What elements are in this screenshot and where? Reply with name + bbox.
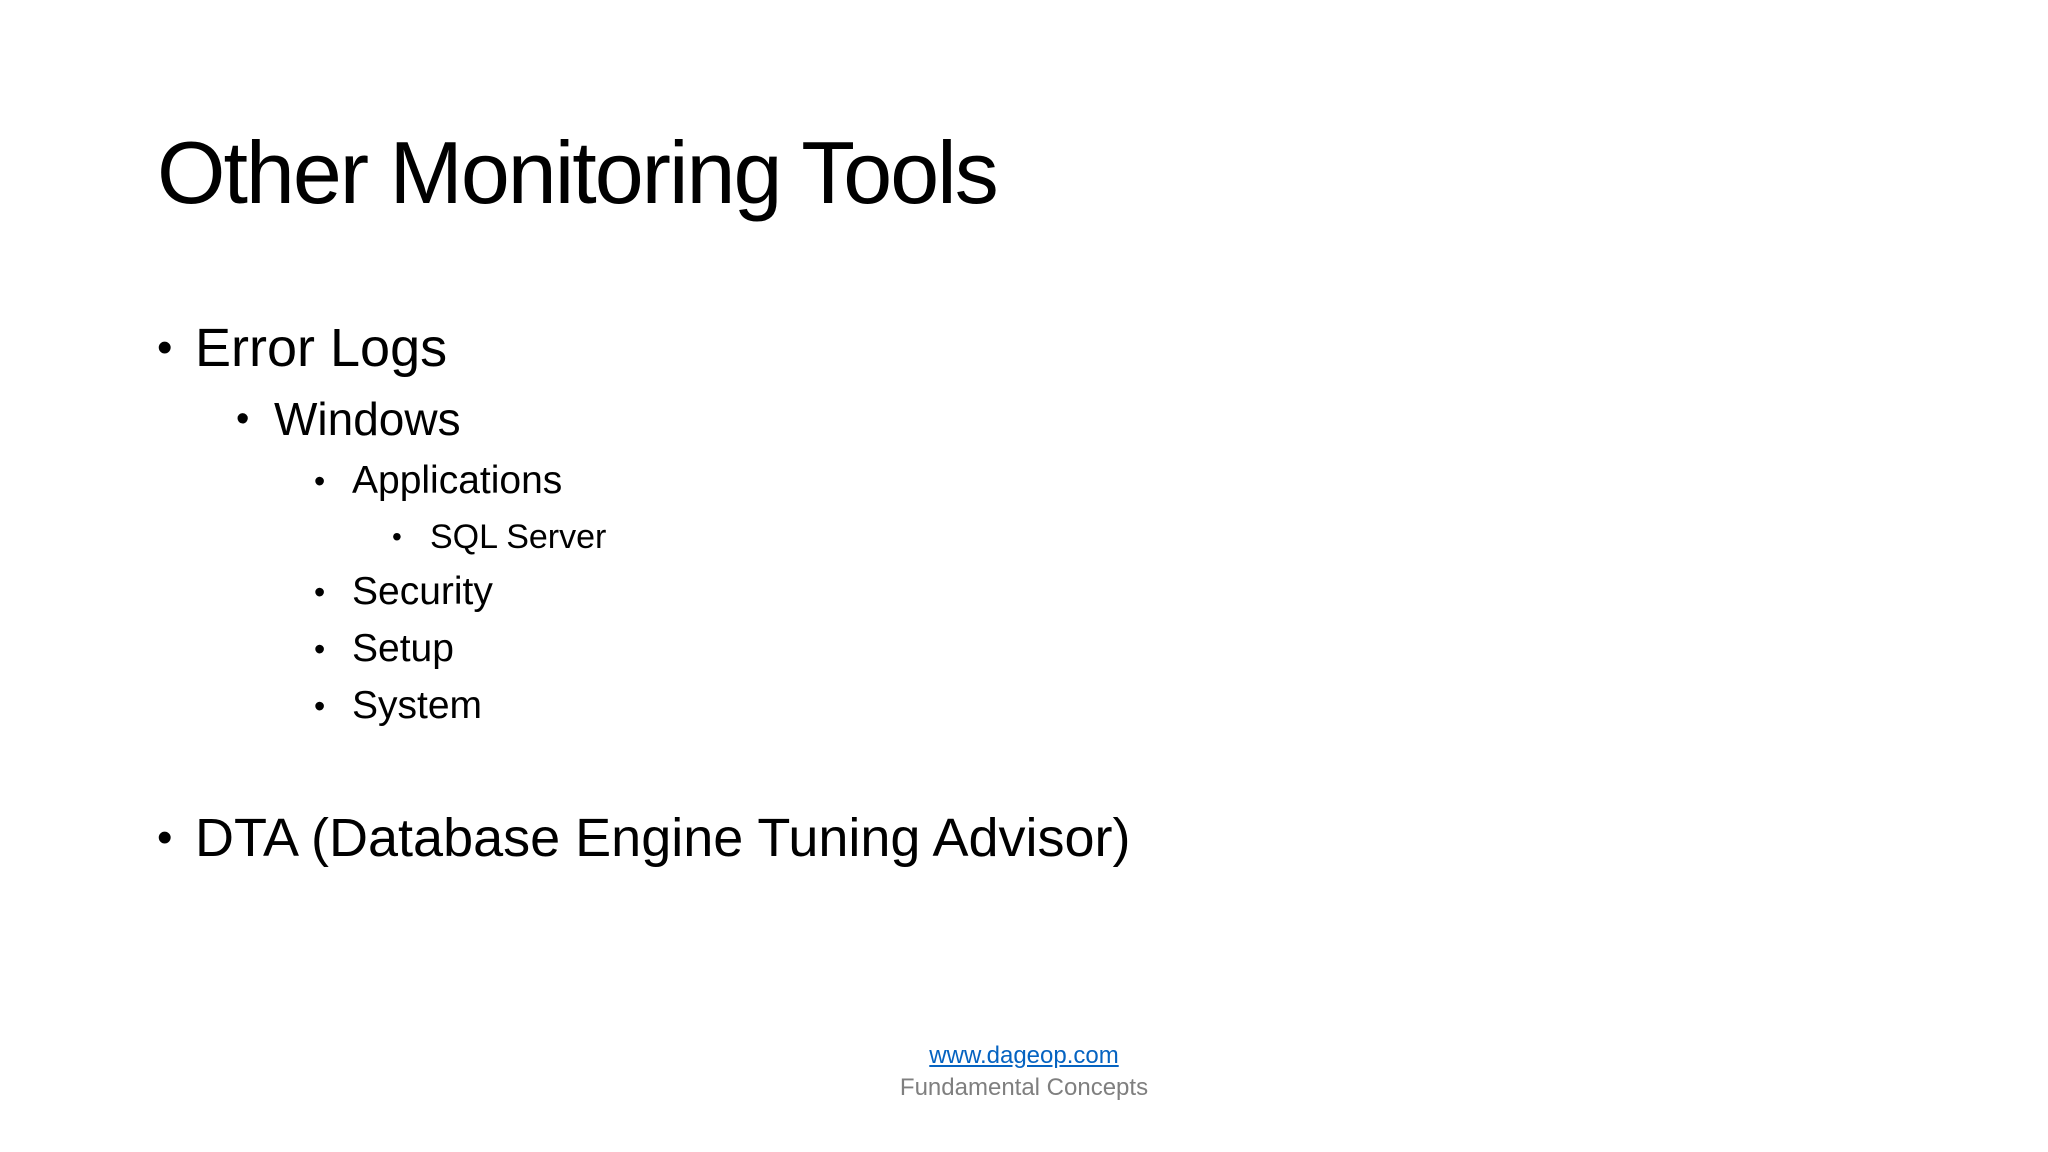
footer-link-container xyxy=(0,1040,2048,1072)
bullet-dot-icon: • xyxy=(157,813,173,862)
bullet-text: DTA (Database Engine Tuning Advisor) xyxy=(195,808,1131,868)
footer-subtitle: Fundamental Concepts xyxy=(899,1074,1149,1101)
bullet-text: System xyxy=(352,684,483,727)
bullet-text: SQL Server xyxy=(430,518,607,556)
bullet-dot-icon: • xyxy=(314,631,326,667)
bullet-dot-icon: • xyxy=(314,463,326,499)
bullet-dot-icon: • xyxy=(392,521,402,552)
bullet-text: Security xyxy=(352,570,493,613)
bullet-text: Windows xyxy=(274,393,461,445)
bullet-dot-icon: • xyxy=(157,323,173,372)
slide-title: Other Monitoring Tools xyxy=(157,123,997,222)
bullet-dot-icon: • xyxy=(236,398,250,440)
bullet-text: Applications xyxy=(352,459,563,502)
bullet-text: Setup xyxy=(352,627,454,670)
bullet-text: Error Logs xyxy=(195,318,448,378)
footer-website-link[interactable]: www.dageop.com xyxy=(929,1042,1119,1069)
bullet-dot-icon: • xyxy=(314,574,326,610)
bullet-dot-icon: • xyxy=(314,688,326,724)
